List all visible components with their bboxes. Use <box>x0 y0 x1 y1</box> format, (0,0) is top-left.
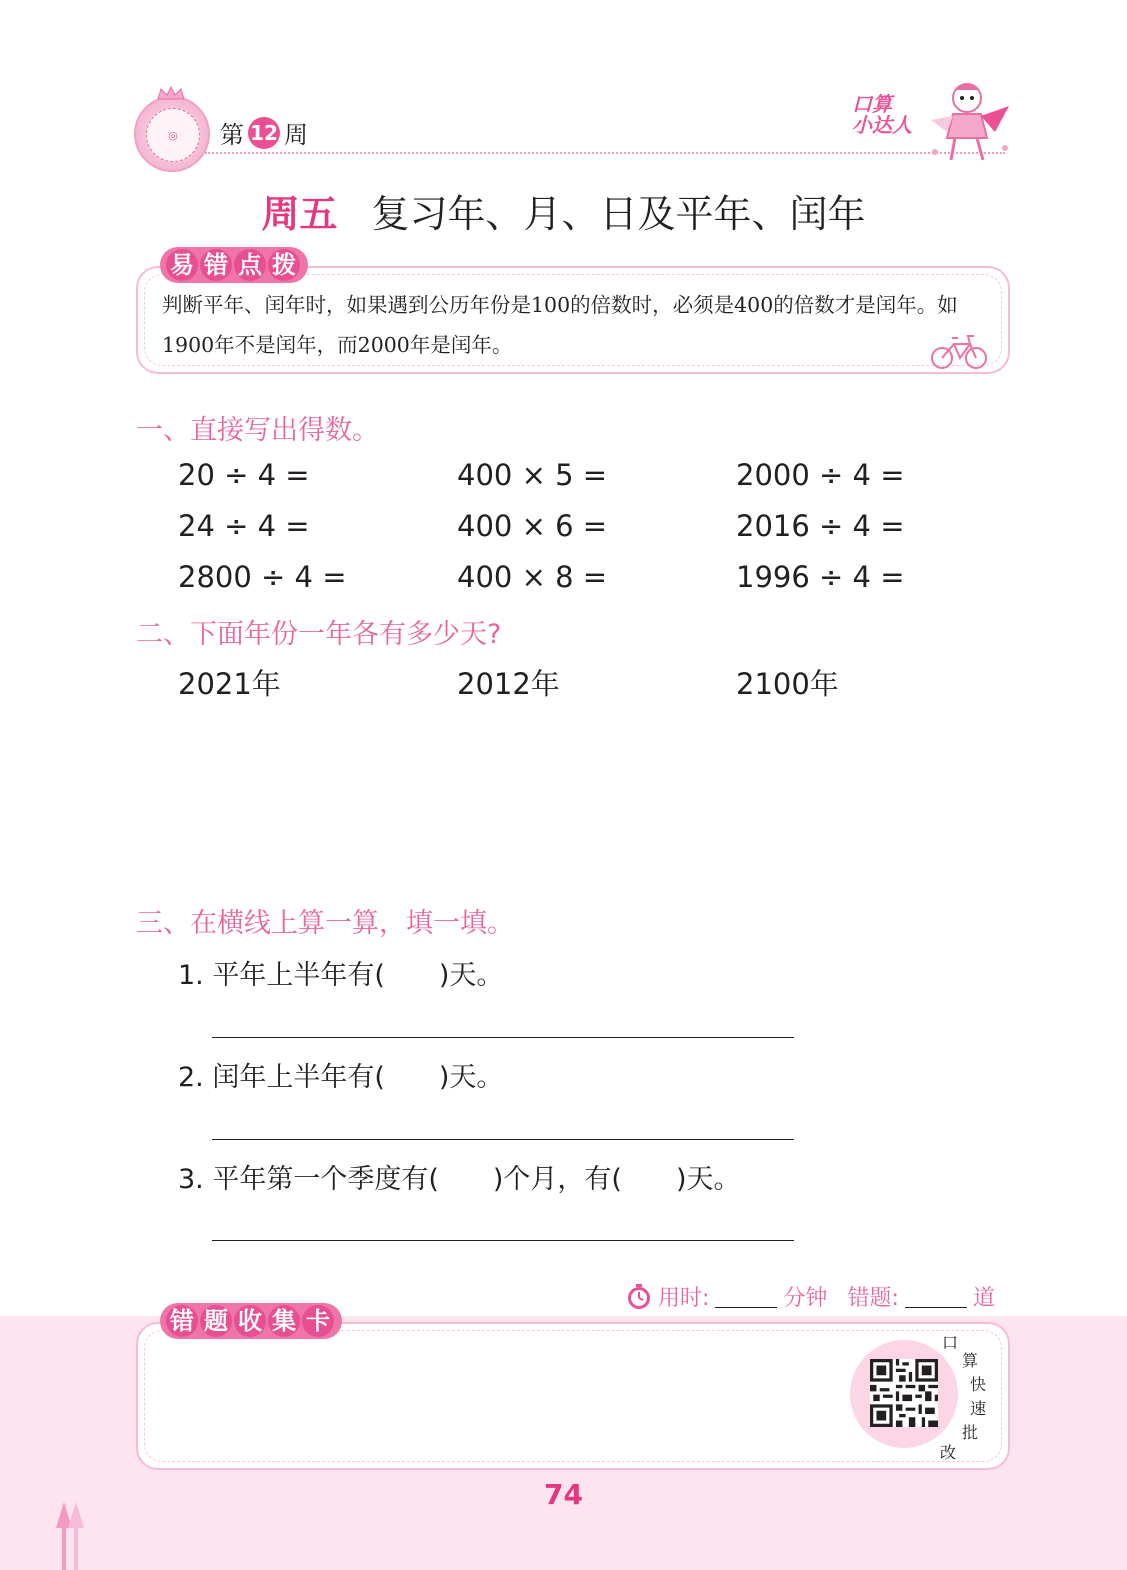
qr-caption-char: 改 <box>940 1443 957 1462</box>
qr-caption-char: 口 <box>942 1333 959 1352</box>
error-label: 错题: <box>847 1286 899 1311</box>
calc-item: 20 ÷ 4 = <box>178 458 310 492</box>
qr-caption-char: 速 <box>970 1399 987 1418</box>
tip-tag-char: 拨 <box>268 249 300 281</box>
calc-item: 400 × 6 = <box>457 509 608 543</box>
fill-question: 3. 平年第一个季度有( )个月，有( )天。 <box>178 1164 741 1195</box>
error-card-tag <box>160 1303 342 1339</box>
section3-heading: 三、在横线上算一算，填一填。 <box>136 908 514 939</box>
week-suffix: 周 <box>284 121 308 149</box>
crown-icon <box>156 86 186 100</box>
week-label <box>220 115 308 150</box>
answer-line[interactable] <box>212 1037 794 1038</box>
year-item: 2100年 <box>736 667 839 701</box>
calc-item: 400 × 8 = <box>457 560 608 594</box>
section2-heading: 二、下面年份一年各有多少天? <box>136 619 502 650</box>
error-tag-char: 集 <box>268 1305 300 1337</box>
page-title <box>0 183 1127 238</box>
page-number: 74 <box>544 1478 583 1511</box>
error-blank[interactable] <box>905 1285 967 1308</box>
calc-item: 2016 ÷ 4 = <box>736 509 905 543</box>
logo-seal: ◎ <box>146 108 200 162</box>
mascot-illustration <box>925 76 1015 168</box>
qr-caption-char: 批 <box>962 1423 979 1442</box>
time-label: 用时: <box>658 1286 710 1311</box>
tip-tag-char: 点 <box>234 249 266 281</box>
year-item: 2012年 <box>457 667 560 701</box>
tip-tag <box>160 247 308 283</box>
calc-item: 24 ÷ 4 = <box>178 509 310 543</box>
publisher-logo <box>134 96 210 172</box>
tip-tag-char: 错 <box>200 249 232 281</box>
answer-line[interactable] <box>212 1240 794 1241</box>
section1-heading: 一、直接写出得数。 <box>136 415 379 446</box>
tip-text: 判断平年、闰年时，如果遇到公历年份是100的倍数时，必须是400的倍数才是闰年。如1900年不是闰年，而2000年是闰年。 <box>162 293 958 357</box>
brand-line1: 口算 <box>852 92 892 116</box>
error-tag-char: 卡 <box>302 1305 334 1337</box>
error-tag-char: 错 <box>166 1305 198 1337</box>
brand-line2: 小达人 <box>852 113 912 137</box>
calc-item: 400 × 5 = <box>457 458 608 492</box>
calc-item: 2000 ÷ 4 = <box>736 458 905 492</box>
qr-caption-char: 算 <box>962 1351 979 1370</box>
title-topic: 复习年、月、日及平年、闰年 <box>371 192 866 236</box>
calc-item: 1996 ÷ 4 = <box>736 560 905 594</box>
week-prefix: 第 <box>220 121 244 149</box>
error-tag-char: 题 <box>200 1305 232 1337</box>
qr-caption-char: 快 <box>970 1375 987 1394</box>
week-number-badge: 12 <box>248 117 280 149</box>
tip-tag-char: 易 <box>166 249 198 281</box>
time-blank[interactable] <box>715 1285 777 1308</box>
error-unit: 道 <box>972 1286 995 1311</box>
qr-code-icon[interactable] <box>870 1359 938 1427</box>
stopwatch-icon <box>626 1284 652 1310</box>
fill-question: 1. 平年上半年有( )天。 <box>178 960 504 991</box>
arrow-decoration-icon <box>54 1500 88 1570</box>
year-item: 2021年 <box>178 667 281 701</box>
bicycle-icon <box>930 330 988 370</box>
time-unit: 分钟 <box>783 1286 828 1311</box>
title-day: 周五 <box>261 192 338 236</box>
calc-item: 2800 ÷ 4 = <box>178 560 347 594</box>
answer-line[interactable] <box>212 1139 794 1140</box>
fill-question: 2. 闰年上半年有( )天。 <box>178 1062 504 1093</box>
brand-logo <box>852 94 922 136</box>
time-record <box>626 1281 995 1312</box>
header-divider <box>205 152 1005 154</box>
error-tag-char: 收 <box>234 1305 266 1337</box>
